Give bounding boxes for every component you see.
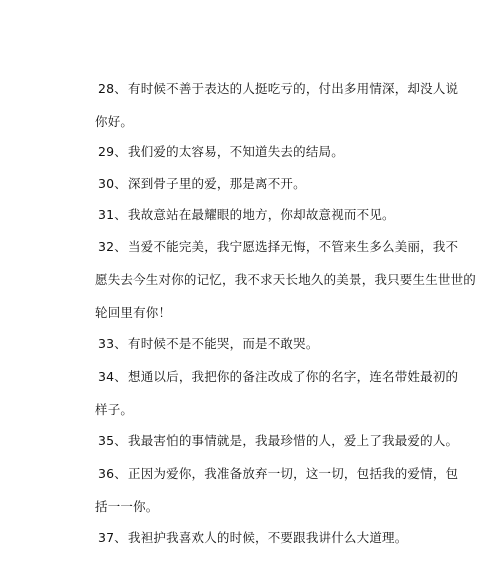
entry-number: 33、 [98, 336, 128, 351]
entry-31 [98, 198, 416, 231]
entry-35 [98, 424, 459, 457]
entry-36 [95, 457, 459, 523]
entry-32 [95, 230, 477, 329]
entry-number: 37、 [98, 530, 128, 545]
entry-34 [95, 360, 459, 426]
entry-number: 32、 [98, 239, 128, 254]
entry-text: 想通以后，我把你的备注改成了你的名字，连名带姓最初的 [128, 369, 459, 384]
entry-text: 深到骨子里的爱，那是离不开。 [128, 176, 306, 191]
entry-text-continued: 轮回里有你！ [95, 305, 172, 320]
entry-text: 有时候不善于表达的人挺吃亏的，付出多用情深，却没人说 [128, 81, 459, 96]
entry-33 [98, 327, 416, 360]
entry-text: 我们爱的太容易，不知道失去的结局。 [128, 144, 344, 159]
entry-29 [98, 135, 416, 168]
entry-37 [98, 521, 416, 554]
entry-text: 正因为爱你，我准备放弃一切，这一切，包括我的爱情，包 [128, 466, 459, 481]
entry-text: 我最害怕的事情就是，我最珍惜的人，爱上了我最爱的人。 [128, 433, 459, 448]
entry-number: 31、 [98, 207, 128, 222]
entry-28 [95, 72, 459, 138]
entry-text-continued: 样子。 [95, 402, 134, 417]
entry-number: 30、 [98, 176, 128, 191]
entry-text: 我故意站在最耀眼的地方，你却故意视而不见。 [128, 207, 395, 222]
entry-text-continued: 愿失去今生对你的记忆，我不求天长地久的美景，我只要生生世世的 [95, 272, 477, 287]
entry-30 [98, 167, 416, 200]
entry-number: 34、 [98, 369, 128, 384]
entry-number: 35、 [98, 433, 128, 448]
entry-number: 28、 [98, 81, 128, 96]
entry-text: 当爱不能完美，我宁愿选择无悔，不管来生多么美丽，我不 [128, 239, 459, 254]
entry-text: 有时候不是不能哭，而是不敢哭。 [128, 336, 319, 351]
entry-text-continued: 括一一你。 [95, 499, 159, 514]
entry-number: 29、 [98, 144, 128, 159]
entry-text: 我袒护我喜欢人的时候，不要跟我讲什么大道理。 [128, 530, 408, 545]
entry-text-continued: 你好。 [95, 114, 134, 129]
entry-number: 36、 [98, 466, 128, 481]
